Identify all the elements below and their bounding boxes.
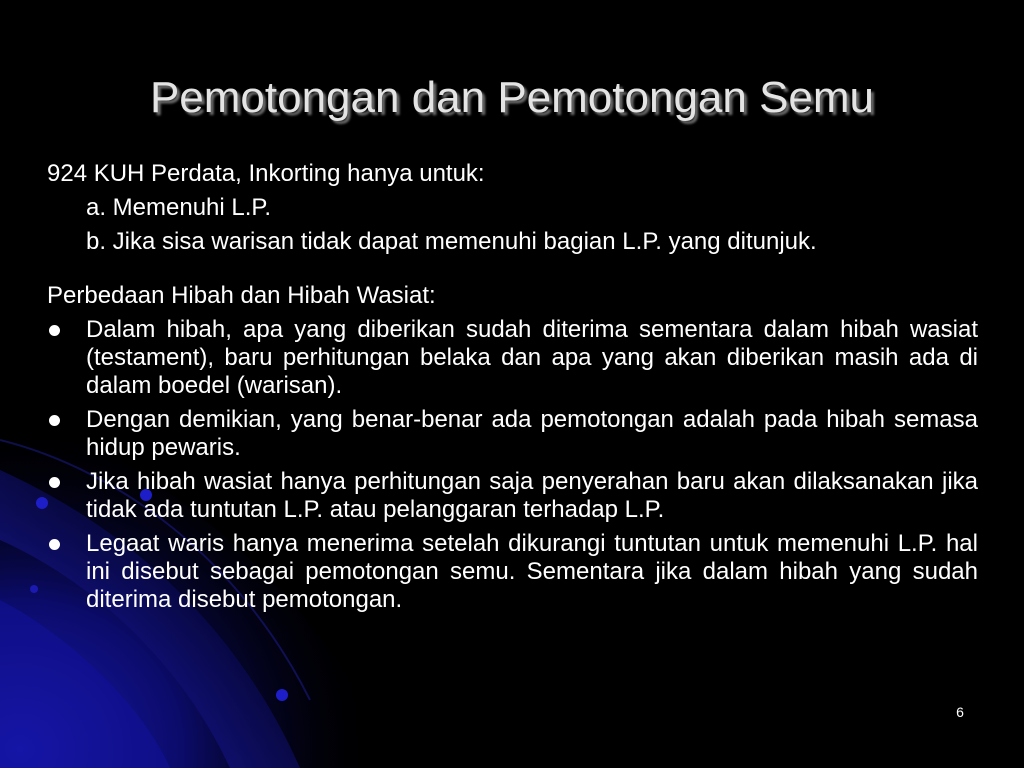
page-number: 6 (956, 704, 964, 720)
bullet-item (47, 316, 978, 400)
bullet-item (47, 468, 978, 524)
bullet-text: Legaat waris hanya menerima setelah dikurangi tuntutan untuk memenuhi L.P. hal ini disebut sebagai pemotongan semu. Sementara jika dalam hibah yang sudah diterima disebut pemotongan. (86, 530, 978, 613)
section-heading: Perbedaan Hibah dan Hibah Wasiat: (47, 282, 436, 309)
swoosh-dot (276, 689, 288, 701)
swoosh-dot (30, 585, 38, 593)
sub-item: b. Jika sisa warisan tidak dapat memenuhi bagian L.P. yang ditunjuk. (86, 228, 817, 255)
bullet-text: Dalam hibah, apa yang diberikan sudah diterima sementara dalam hibah wasiat (testament), baru perhitungan belaka dan apa yang akan diberikan masih ada di dalam boedel (warisan). (86, 316, 978, 399)
intro-line: 924 KUH Perdata, Inkorting hanya untuk: (47, 160, 485, 187)
sub-item: a. Memenuhi L.P. (86, 194, 272, 221)
bullet-dot-icon (49, 477, 60, 488)
bullet-item (47, 406, 978, 462)
bullet-text: Dengan demikian, yang benar-benar ada pemotongan adalah pada hibah semasa hidup pewaris. (86, 406, 978, 461)
slide-title: Pemotongan dan Pemotongan Semu (149, 73, 875, 122)
bullet-list (47, 316, 978, 614)
bullet-dot-icon (49, 415, 60, 426)
bullet-item (47, 530, 978, 614)
bullet-text: Jika hibah wasiat hanya perhitungan saja penyerahan baru akan dilaksanakan jika tidak ada tuntutan L.P. atau pelanggaran terhadap L.P. (86, 468, 978, 523)
slide-body (47, 160, 978, 620)
bullet-dot-icon (49, 325, 60, 336)
bullet-dot-icon (49, 539, 60, 550)
